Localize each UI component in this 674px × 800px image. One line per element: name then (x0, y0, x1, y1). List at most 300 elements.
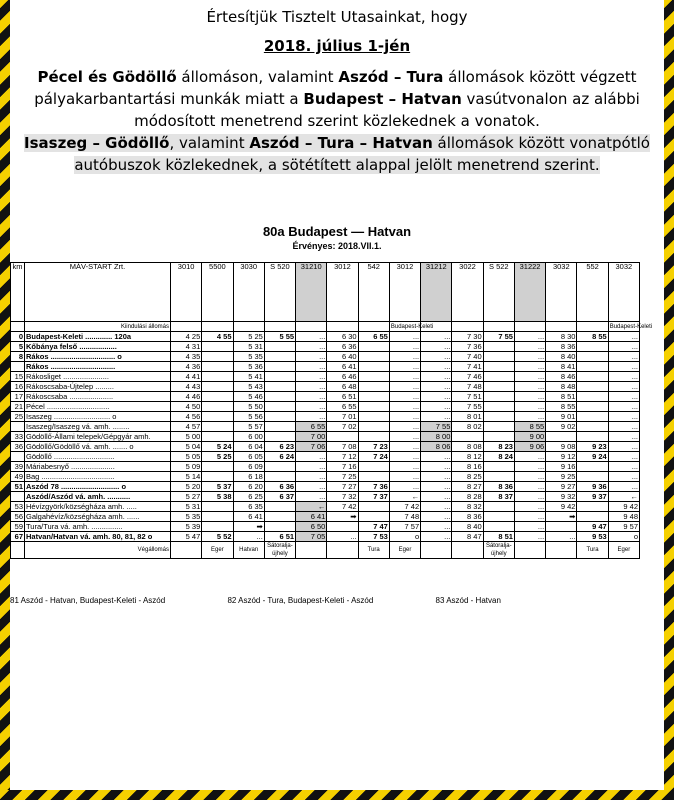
time-cell (264, 392, 295, 402)
time-cell (358, 432, 389, 442)
time-cell: 7 55 (421, 422, 452, 432)
time-cell: 8 08 (452, 442, 483, 452)
time-cell: 5 35 (171, 512, 202, 522)
time-cell: ... (608, 472, 639, 482)
time-cell: ... (389, 402, 420, 412)
time-cell: ... (514, 352, 545, 362)
time-cell: 6 55 (358, 332, 389, 342)
time-cell (483, 502, 514, 512)
time-cell: 7 36 (358, 482, 389, 492)
km-cell: 56 (11, 512, 25, 522)
station-name: Rákos ............................... (25, 362, 171, 372)
end-label: Végállomás (25, 542, 171, 559)
time-cell: 4 31 (171, 342, 202, 352)
time-cell: 7 40 (452, 352, 483, 362)
time-cell: 9 48 (608, 512, 639, 522)
time-cell: 4 36 (171, 362, 202, 372)
time-cell (483, 432, 514, 442)
time-cell: ... (421, 532, 452, 542)
start-station: Budapest-Keleti (609, 323, 653, 330)
station-name: Tura/Tura vá. amh. ............... (25, 522, 171, 532)
time-cell (264, 472, 295, 482)
end-station (327, 542, 358, 559)
time-cell: ... (514, 362, 545, 372)
time-cell: 7 27 (327, 482, 358, 492)
km-cell (11, 452, 25, 462)
km-cell: 49 (11, 472, 25, 482)
station-name: Rákos ............................... o (25, 352, 171, 362)
end-station: Tura (358, 542, 389, 559)
start-station: Budapest-Keleti (390, 323, 434, 330)
time-cell (483, 352, 514, 362)
time-cell (202, 372, 233, 382)
time-cell: ... (608, 432, 639, 442)
time-cell: ... (389, 452, 420, 462)
time-cell: 5 31 (171, 502, 202, 512)
time-cell (358, 382, 389, 392)
end-station: Hatvan (233, 542, 264, 559)
time-cell: ... (389, 332, 420, 342)
end-station: Eger (202, 542, 233, 559)
time-cell: ... (421, 332, 452, 342)
time-cell: 6 23 (264, 442, 295, 452)
time-cell: ... (514, 332, 545, 342)
end-station: Eger (389, 542, 420, 559)
time-cell: 9 32 (546, 492, 577, 502)
time-cell: 5 14 (171, 472, 202, 482)
time-cell (358, 412, 389, 422)
time-cell: ... (296, 372, 327, 382)
time-cell: 9 01 (546, 412, 577, 422)
time-cell (202, 432, 233, 442)
time-cell: 4 46 (171, 392, 202, 402)
time-cell: ← (296, 502, 327, 512)
time-cell (483, 372, 514, 382)
table-row (11, 512, 640, 522)
time-cell: 8 36 (452, 512, 483, 522)
time-cell: 9 25 (546, 472, 577, 482)
time-cell: ← (389, 492, 420, 502)
time-cell: 9 08 (546, 442, 577, 452)
time-cell: 7 00 (296, 432, 327, 442)
start-station (483, 322, 514, 332)
timetable-validity: Érvényes: 2018.VII.1. (292, 241, 382, 251)
station-name: Hévízgyörk/községháza amh. ..... (25, 502, 171, 512)
time-cell (577, 432, 608, 442)
start-station (358, 322, 389, 332)
time-cell: 8 47 (452, 532, 483, 542)
time-cell (202, 352, 233, 362)
time-cell: ... (608, 372, 639, 382)
time-cell: ... (514, 532, 545, 542)
end-station (296, 542, 327, 559)
time-cell: 8 41 (546, 362, 577, 372)
time-cell: ... (514, 452, 545, 462)
time-cell: 9 23 (577, 442, 608, 452)
time-cell: 5 00 (171, 432, 202, 442)
train-number: S 522 (483, 263, 514, 322)
time-cell (577, 422, 608, 432)
table-row (11, 452, 640, 462)
time-cell (264, 462, 295, 472)
time-cell: ... (421, 512, 452, 522)
time-cell (264, 412, 295, 422)
time-cell: 5 25 (202, 452, 233, 462)
start-station (327, 322, 358, 332)
km-cell: 25 (11, 412, 25, 422)
train-number: 3022 (452, 263, 483, 322)
time-cell: 4 25 (171, 332, 202, 342)
time-cell: o (389, 532, 420, 542)
table-row (11, 462, 640, 472)
time-cell: 5 55 (264, 332, 295, 342)
footnote-2: 82 Aszód - Tura, Budapest-Keleti - Aszód (227, 596, 374, 605)
time-cell: 9 42 (546, 502, 577, 512)
time-cell (264, 342, 295, 352)
time-cell (546, 522, 577, 532)
time-cell: 8 55 (514, 422, 545, 432)
time-cell: ... (608, 452, 639, 462)
station-name: Rákosliget ...................... (25, 372, 171, 382)
time-cell: 7 02 (327, 422, 358, 432)
time-cell: ... (389, 442, 420, 452)
table-row (11, 352, 640, 362)
end-station (514, 542, 545, 559)
time-cell: 8 30 (546, 332, 577, 342)
km-cell: 15 (11, 372, 25, 382)
end-station (171, 542, 202, 559)
station-name: Kőbánya felső .................. (25, 342, 171, 352)
time-cell: 6 25 (233, 492, 264, 502)
time-cell: ... (389, 342, 420, 352)
time-cell: ... (296, 482, 327, 492)
time-cell: ... (514, 412, 545, 422)
start-station (452, 322, 483, 332)
time-cell: 6 55 (327, 402, 358, 412)
time-cell: 5 24 (202, 442, 233, 452)
time-cell: ... (514, 382, 545, 392)
time-cell: 8 16 (452, 462, 483, 472)
time-cell: 6 35 (233, 502, 264, 512)
time-cell (264, 522, 295, 532)
time-cell: 5 35 (233, 352, 264, 362)
company-header: MÁV-START Zrt. (25, 263, 171, 322)
table-row (11, 362, 640, 372)
time-cell: ... (421, 522, 452, 532)
time-cell (264, 512, 295, 522)
time-cell: 9 02 (546, 422, 577, 432)
time-cell: 8 02 (452, 422, 483, 432)
time-cell (264, 422, 295, 432)
time-cell: 5 04 (171, 442, 202, 452)
time-cell (483, 422, 514, 432)
time-cell: 8 46 (546, 372, 577, 382)
time-cell: 4 57 (171, 422, 202, 432)
end-station-row (11, 542, 640, 559)
time-cell: 9 00 (514, 432, 545, 442)
time-cell: ... (514, 472, 545, 482)
time-cell: ... (296, 472, 327, 482)
hazard-stripe-right (664, 0, 674, 800)
timetable-table (10, 262, 653, 559)
time-cell (358, 422, 389, 432)
time-cell (358, 362, 389, 372)
time-cell (483, 392, 514, 402)
time-cell: 9 24 (577, 452, 608, 462)
time-cell (483, 472, 514, 482)
km-cell: 39 (11, 462, 25, 472)
time-cell: ... (546, 532, 577, 542)
time-cell: ... (608, 462, 639, 472)
station-name: Gödöllő-Állami telepek/Gépgyár amh. (25, 432, 171, 442)
time-cell: 6 41 (233, 512, 264, 522)
time-cell: 7 48 (452, 382, 483, 392)
time-cell: 7 36 (452, 342, 483, 352)
time-cell: ... (421, 452, 452, 462)
time-cell (577, 402, 608, 412)
time-cell (483, 512, 514, 522)
time-cell: 5 37 (202, 482, 233, 492)
time-cell (483, 412, 514, 422)
time-cell: 9 27 (546, 482, 577, 492)
km-cell: 67 (11, 532, 25, 542)
time-cell: 9 42 (608, 502, 639, 512)
time-cell (202, 422, 233, 432)
time-cell: ... (421, 342, 452, 352)
time-cell (358, 462, 389, 472)
time-cell (202, 362, 233, 372)
time-cell (202, 512, 233, 522)
time-cell: 9 37 (577, 492, 608, 502)
time-cell: 8 37 (483, 492, 514, 502)
time-cell: ... (514, 402, 545, 412)
time-cell (483, 362, 514, 372)
time-cell: ... (608, 342, 639, 352)
time-cell: ... (296, 452, 327, 462)
time-cell: ... (389, 462, 420, 472)
time-cell: 6 36 (327, 342, 358, 352)
time-cell: ... (608, 332, 639, 342)
time-cell: 6 41 (327, 362, 358, 372)
time-cell (202, 522, 233, 532)
time-cell (577, 342, 608, 352)
time-cell: ... (296, 402, 327, 412)
time-cell: ... (296, 332, 327, 342)
time-cell: ... (608, 352, 639, 362)
time-cell: 6 00 (233, 432, 264, 442)
time-cell (546, 432, 577, 442)
table-row (11, 422, 640, 432)
time-cell (577, 462, 608, 472)
time-cell: 6 36 (264, 482, 295, 492)
station-name: Máriabesnyő ..................... (25, 462, 171, 472)
km-cell: 16 (11, 382, 25, 392)
time-cell: ... (389, 472, 420, 482)
time-cell: ... (389, 392, 420, 402)
time-cell (577, 392, 608, 402)
time-cell: 8 28 (452, 492, 483, 502)
time-cell: 8 32 (452, 502, 483, 512)
timetable-title: 80a Budapest — Hatvan (262, 224, 412, 239)
table-row (11, 482, 640, 492)
station-name: Galgahévíz/községháza amh. ...... (25, 512, 171, 522)
time-cell: 5 05 (171, 452, 202, 462)
time-cell: ... (389, 432, 420, 442)
time-cell: ... (608, 412, 639, 422)
time-cell: 7 32 (327, 492, 358, 502)
time-cell: ← (608, 492, 639, 502)
table-row (11, 472, 640, 482)
time-cell: ... (514, 372, 545, 382)
table-row (11, 332, 640, 342)
time-cell: 7 08 (327, 442, 358, 452)
time-cell: ... (608, 482, 639, 492)
time-cell: ... (421, 482, 452, 492)
time-cell: ... (296, 352, 327, 362)
table-row (11, 392, 640, 402)
time-cell (264, 402, 295, 412)
km-cell: 5 (11, 342, 25, 352)
time-cell: 8 55 (577, 332, 608, 342)
time-cell: 6 30 (327, 332, 358, 342)
time-cell: 6 55 (296, 422, 327, 432)
time-cell (483, 462, 514, 472)
table-row (11, 372, 640, 382)
train-number: 31222 (514, 263, 545, 322)
time-cell: 5 43 (233, 382, 264, 392)
time-cell: 4 43 (171, 382, 202, 392)
end-station (421, 542, 452, 559)
time-cell: ... (514, 492, 545, 502)
time-cell: ... (389, 482, 420, 492)
time-cell: 6 46 (327, 372, 358, 382)
time-cell: ... (296, 412, 327, 422)
time-cell: 7 25 (327, 472, 358, 482)
time-cell: ... (389, 412, 420, 422)
time-cell: 5 27 (171, 492, 202, 502)
end-station: Eger (608, 542, 639, 559)
start-station (171, 322, 202, 332)
time-cell: 8 23 (483, 442, 514, 452)
time-cell: 6 50 (296, 522, 327, 532)
time-cell: 7 55 (483, 332, 514, 342)
time-cell: ... (421, 472, 452, 482)
time-cell (202, 402, 233, 412)
time-cell (264, 432, 295, 442)
time-cell: 4 50 (171, 402, 202, 412)
time-cell: 6 04 (233, 442, 264, 452)
train-number: 3032 (546, 263, 577, 322)
station-name: Isaszeg ........................... o (25, 412, 171, 422)
time-cell: 9 53 (577, 532, 608, 542)
time-cell: ... (514, 512, 545, 522)
time-cell: 5 52 (202, 532, 233, 542)
start-station (264, 322, 295, 332)
train-number: 3032 (608, 263, 639, 322)
table-row (11, 442, 640, 452)
station-name: Aszód 78 ............................ o (25, 482, 171, 492)
time-cell: ... (608, 392, 639, 402)
train-number: 5500 (202, 263, 233, 322)
end-station (452, 542, 483, 559)
time-cell: ... (389, 422, 420, 432)
km-cell: 17 (11, 392, 25, 402)
time-cell: ... (514, 522, 545, 532)
time-cell: ... (389, 352, 420, 362)
time-cell: ... (514, 462, 545, 472)
time-cell: ... (389, 362, 420, 372)
time-cell: 5 25 (233, 332, 264, 342)
time-cell: ... (608, 442, 639, 452)
time-cell (483, 342, 514, 352)
time-cell: 7 51 (452, 392, 483, 402)
start-station (577, 322, 608, 332)
time-cell: 5 36 (233, 362, 264, 372)
time-cell: 8 12 (452, 452, 483, 462)
time-cell (264, 362, 295, 372)
train-number: 3030 (233, 263, 264, 322)
time-cell: o (608, 532, 639, 542)
time-cell (358, 502, 389, 512)
table-row (11, 412, 640, 422)
time-cell: 6 24 (264, 452, 295, 462)
km-header: km (11, 263, 25, 322)
hazard-stripe-left (0, 0, 10, 800)
time-cell (327, 432, 358, 442)
km-cell: 33 (11, 432, 25, 442)
time-cell: ... (296, 462, 327, 472)
time-cell (202, 462, 233, 472)
start-station (233, 322, 264, 332)
time-cell: 9 57 (608, 522, 639, 532)
time-cell: 8 40 (546, 352, 577, 362)
time-cell: ... (608, 362, 639, 372)
time-cell: ➡ (233, 522, 264, 532)
time-cell: 7 01 (327, 412, 358, 422)
time-cell (577, 512, 608, 522)
time-cell (358, 402, 389, 412)
time-cell: 5 09 (171, 462, 202, 472)
km-cell: 53 (11, 502, 25, 512)
header-row (11, 263, 640, 322)
time-cell: 6 18 (233, 472, 264, 482)
time-cell: 8 51 (546, 392, 577, 402)
time-cell (264, 352, 295, 362)
time-cell (452, 432, 483, 442)
time-cell: ... (327, 532, 358, 542)
time-cell (577, 472, 608, 482)
station-name: Rákoscsaba-Újtelep ......... (25, 382, 171, 392)
time-cell: 9 16 (546, 462, 577, 472)
time-cell (264, 372, 295, 382)
end-station (546, 542, 577, 559)
time-cell: 6 48 (327, 382, 358, 392)
station-name: Bag ................................... (25, 472, 171, 482)
time-cell (577, 372, 608, 382)
time-cell: 4 35 (171, 352, 202, 362)
time-cell: ... (421, 492, 452, 502)
time-cell: 6 41 (296, 512, 327, 522)
time-cell: 8 00 (421, 432, 452, 442)
time-cell: ... (514, 482, 545, 492)
time-cell: 6 40 (327, 352, 358, 362)
km-cell: 21 (11, 402, 25, 412)
time-cell: 7 47 (358, 522, 389, 532)
time-cell: 5 20 (171, 482, 202, 492)
time-cell: ... (421, 402, 452, 412)
time-cell (202, 392, 233, 402)
time-cell (202, 502, 233, 512)
